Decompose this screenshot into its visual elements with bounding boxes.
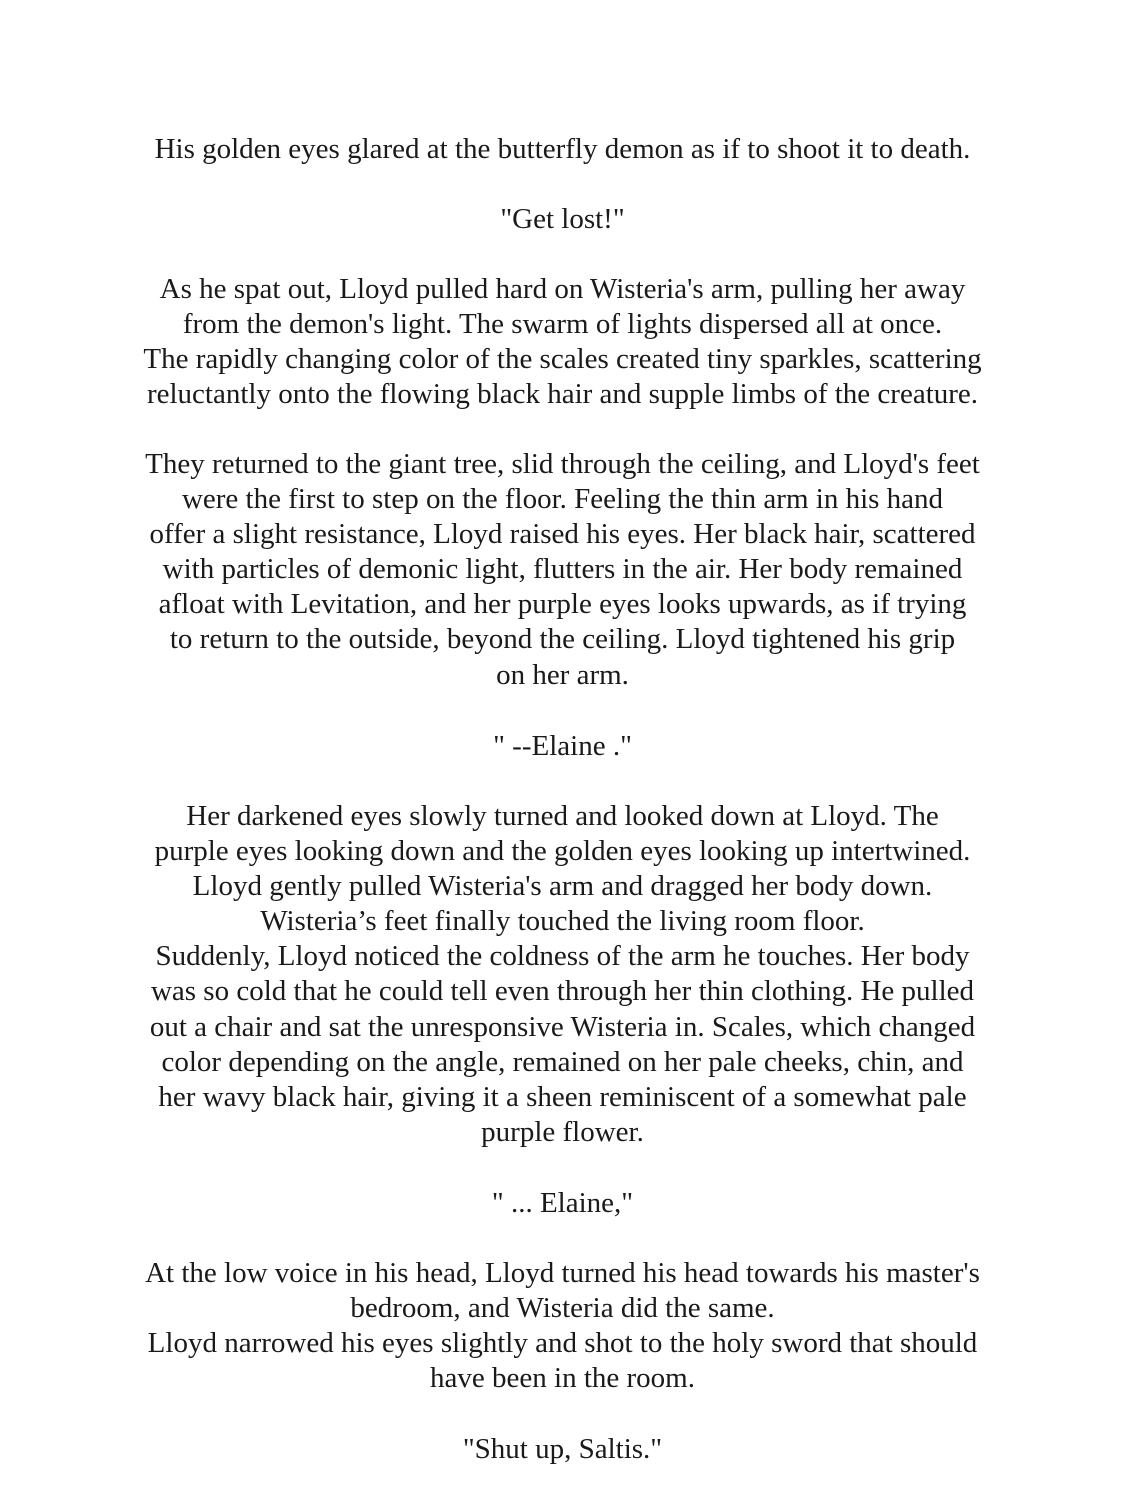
narration-paragraph: They returned to the giant tree, slid through the ceiling, and Lloyd's feet were the first to step on the floor. Feeling the thin arm in his hand offer a slight resistance, Lloyd raised his eyes. Her black hair, scattered with particles of demonic light, flutters in the air. Her body remained afloat with Levitation, and her purple eyes looks upwards, as if trying to return to the outside, beyond the ceiling. Lloyd tightened his grip on her arm. (145, 448, 980, 691)
dialogue-line: " --Elaine ." (493, 730, 632, 762)
narration-paragraph: His golden eyes glared at the butterfly demon as if to shoot it to death. (154, 133, 971, 165)
narration-paragraph: As he spat out, Lloyd pulled hard on Wisteria's arm, pulling her away from the demon's light. The swarm of lights dispersed all at once. The rapidly changing color of the scales created tiny sparkles, scattering reluctantly onto the flowing black hair and supple limbs of the creature. (143, 273, 982, 411)
dialogue-line: "Shut up, Saltis." (462, 1433, 663, 1465)
dialogue-line: " ... Elaine," (491, 1187, 634, 1219)
narration-paragraph: At the low voice in his head, Lloyd turned his head towards his master's bedroom, and Wisteria did the same. Lloyd narrowed his eyes slightly and shot to the holy sword that should have been in the room. (145, 1257, 980, 1395)
narration-paragraph: Her darkened eyes slowly turned and looked down at Lloyd. The purple eyes looking down and the golden eyes looking up intertwined. Lloyd gently pulled Wisteria's arm and dragged her body down. Wisteria’s feet finally touched the living room floor. Suddenly, Lloyd noticed the coldness of the arm he touches. Her body was so cold that he could tell even through her thin clothing. He pulled out a chair and sat the unresponsive Wisteria in. Scales, which changed color depending on the angle, remained on her pale cheeks, chin, and her wavy black hair, giving it a sheen reminiscent of a somewhat pale purple flower. (149, 800, 976, 1148)
dialogue-line: "Get lost!" (500, 203, 625, 235)
